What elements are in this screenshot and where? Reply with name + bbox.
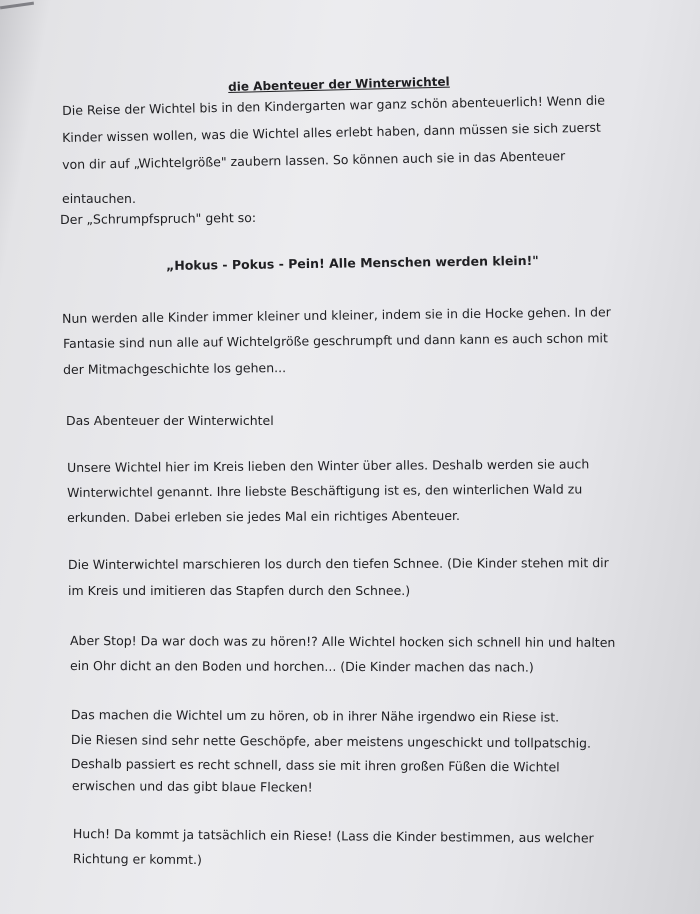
body-line: Unsere Wichtel hier im Kreis lieben den Winter über alles. Deshalb werden sie auch — [67, 456, 590, 475]
intro-line: eintauchen. — [62, 191, 136, 206]
body-line: Nun werden alle Kinder immer kleiner und kleiner, indem sie in die Hocke gehen. In der — [62, 304, 611, 326]
body-line: Huch! Da kommt ja tatsächlich ein Riese! (Lass die Kinder bestimmen, aus welcher — [72, 826, 594, 846]
pen-mark — [0, 2, 34, 10]
body-line: erkunden. Dabei erleben sie jedes Mal ein richtiges Abenteuer. — [67, 507, 461, 525]
body-line: Deshalb passiert es recht schnell, dass sie mit ihren großen Füßen die Wichtel — [70, 756, 560, 775]
intro-line: von dir auf „Wichtelgröße" zaubern lassen. So können auch sie in das Abenteuer — [62, 148, 566, 172]
body-line: Das machen die Wichtel um zu hören, ob in ihrer Nähe irgendwo ein Riese ist. — [70, 707, 560, 725]
body-line: Die Winterwichtel marschieren los durch den tiefen Schnee. (Die Kinder stehen mit dir — [68, 555, 609, 572]
body-line: Winterwichtel genannt. Ihre liebste Beschäftigung ist es, den winterlichen Wald zu — [67, 481, 583, 500]
body-line: erwischen und das gibt blaue Flecken! — [71, 778, 313, 795]
intro-line: Der „Schrumpfspruch" geht so: — [60, 209, 257, 227]
intro-line: Kinder wissen wollen, was die Wichtel alles erlebt haben, dann müssen sie sich zuerst — [62, 119, 601, 145]
body-line: Fantasie sind nun alle auf Wichtelgröße geschrumpft und dann kann es auch schon mit — [63, 330, 608, 351]
body-line: der Mitmachgeschichte los gehen... — [63, 360, 287, 377]
body-line: ein Ohr dicht an den Boden und horchen... (Die Kinder machen das nach.) — [69, 658, 534, 675]
document-title: die Abenteuer der Winterwichtel — [228, 74, 450, 94]
body-line: Richtung er kommt.) — [72, 851, 202, 868]
body-line: Die Riesen sind sehr nette Geschöpfe, aber meistens ungeschickt und tollpatschig. — [70, 732, 592, 751]
intro-line: Die Reise der Wichtel bis in den Kindergarten war ganz schön abenteuerlich! Wenn die — [62, 92, 606, 118]
spell-text: „Hokus - Pokus - Pein! Alle Menschen werden klein!" — [166, 252, 539, 273]
body-line: im Kreis und imitieren das Stapfen durch den Schnee.) — [68, 583, 411, 598]
body-line: Aber Stop! Da war doch was zu hören!? Alle Wichtel hocken sich schnell hin und halten — [69, 633, 616, 650]
subtitle: Das Abenteuer der Winterwichtel — [66, 413, 274, 428]
